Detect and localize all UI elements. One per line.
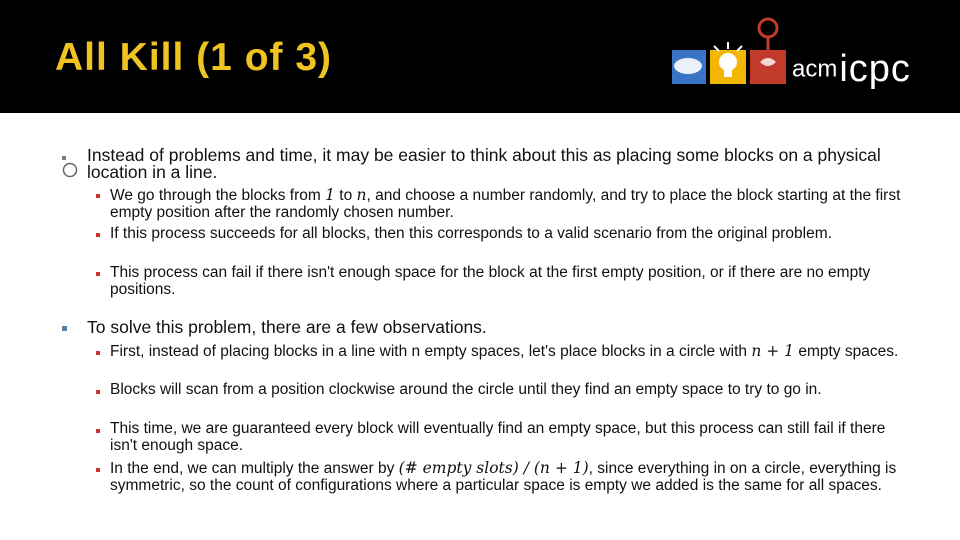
logo-acm-text: acm [792, 55, 838, 83]
section2-bullet-marker [62, 326, 67, 331]
sub-bullet-marker [96, 233, 100, 237]
section2-item-1: First, instead of placing blocks in a line with n empty spaces, let's place blocks in a circle with n + 1 empty spaces. [110, 342, 899, 360]
sub-bullet-marker [96, 468, 100, 472]
knot-icon [759, 19, 777, 37]
section2-item-2: Blocks will scan from a position clockwise around the circle until they find an empty space to try to go in. [110, 381, 822, 398]
section1-item-1: We go through the blocks from 1 to n, and choose a number randomly, and try to place the block starting at the first empty position after the randomly chosen number. [110, 186, 901, 221]
section1-heading: Instead of problems and time, it may be easier to think about this as placing some blocks on a physical location in a line. [87, 145, 881, 182]
sub-bullet-marker [96, 351, 100, 355]
section2-item-4: In the end, we can multiply the answer by (# empty slots) / (n + 1), since everything in on a circle, everything is symmetric, so the count of configurations where a particular space is empty we added is the same for all spaces. [110, 459, 897, 494]
stray-circle-placeholder [61, 161, 79, 179]
logo-red-block [750, 50, 786, 84]
slide-content [0, 113, 960, 540]
sub-bullet-marker [96, 272, 100, 276]
section2-heading: To solve this problem, there are a few observations. [87, 317, 487, 337]
section1-item-3: This process can fail if there isn't enough space for the block at the first empty position, or if there are no empty positions. [110, 264, 871, 298]
slide-header [0, 0, 960, 113]
logo-wordmark [792, 48, 911, 91]
sub-bullet-marker [96, 390, 100, 394]
cloud-icon [674, 58, 702, 74]
logo-icpc-text: icpc [839, 48, 911, 90]
slide-title: All Kill (1 of 3) [55, 36, 333, 79]
section1-item-2: If this process succeeds for all blocks, then this corresponds to a valid scenario from the original problem. [110, 225, 832, 242]
sub-bullet-marker [96, 194, 100, 198]
sub-bullet-marker [96, 429, 100, 433]
section2-item-3: This time, we are guaranteed every block will eventually find an empty space, but this process can still fail if there isn't enough space. [110, 420, 886, 454]
lightbulb-icon [719, 53, 737, 71]
stray-bullet-marker [62, 156, 66, 160]
